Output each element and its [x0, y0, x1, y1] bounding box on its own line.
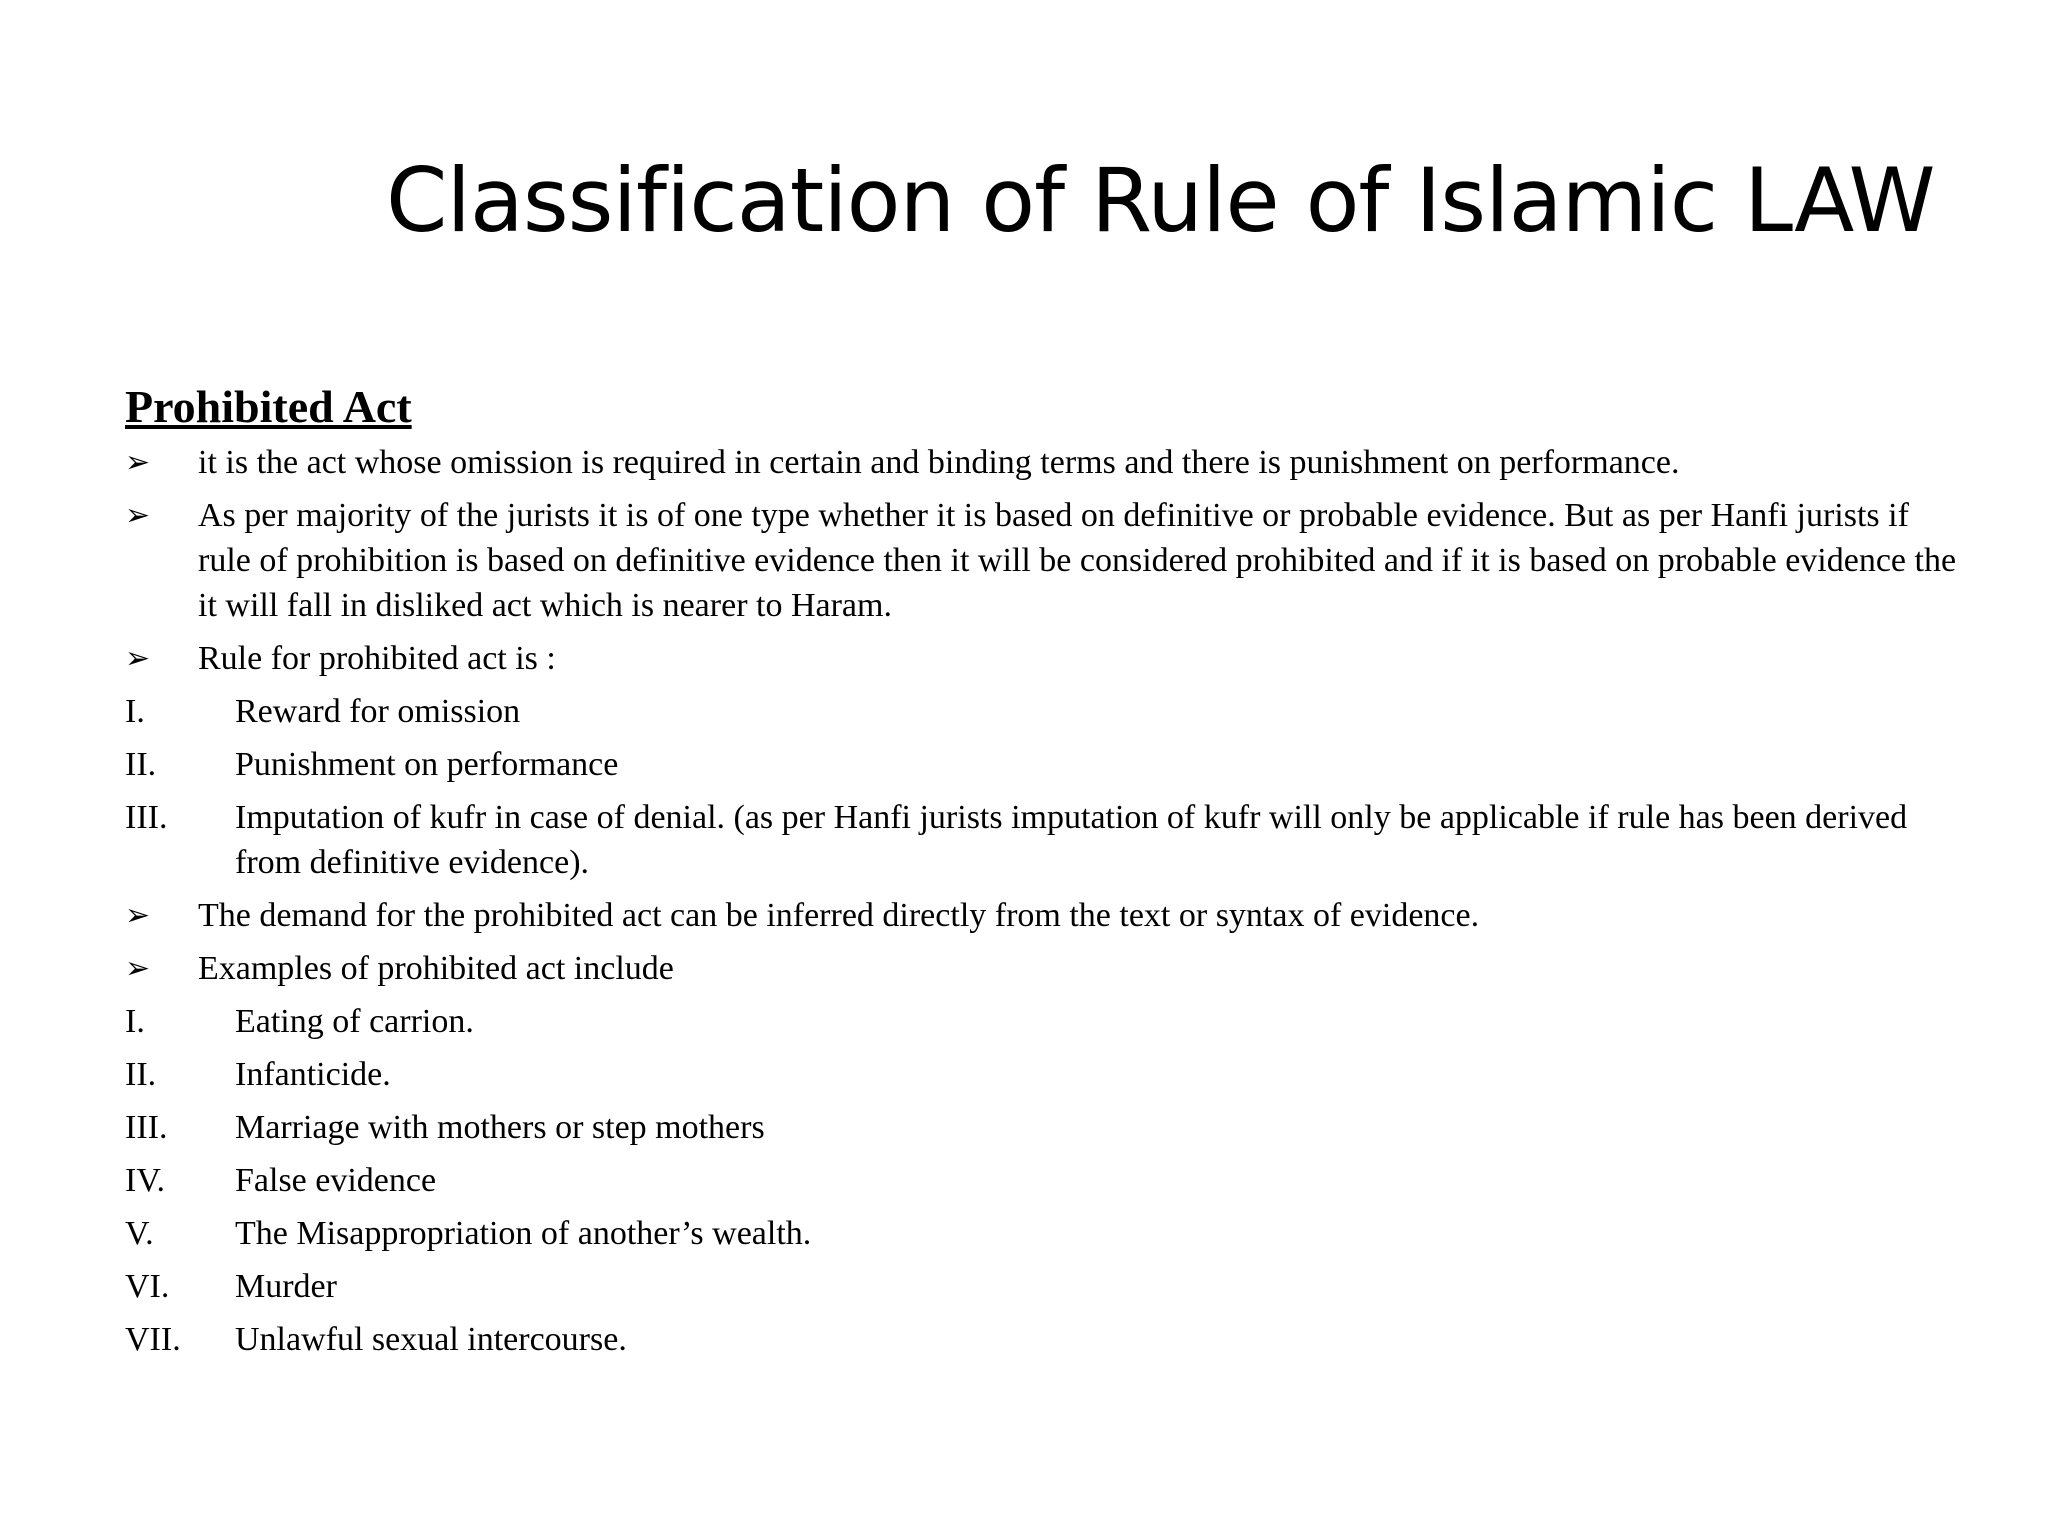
- bullet-item: [125, 946, 1965, 991]
- numbered-text: Eating of carrion.: [235, 1003, 474, 1040]
- bullet-item: [125, 893, 1965, 938]
- arrow-bullet-icon: ➢: [125, 642, 151, 675]
- roman-numeral: III.: [125, 799, 168, 836]
- arrow-bullet-icon: ➢: [125, 499, 151, 532]
- bullet-text: The demand for the prohibited act can be inferred directly from the text or syntax of evidence.: [198, 897, 1480, 934]
- numbered-item: [125, 1264, 1965, 1309]
- roman-numeral: II.: [125, 746, 157, 783]
- numbered-item: [125, 1158, 1965, 1203]
- slide-title: Classification of Rule of Islamic LAW: [386, 149, 1935, 252]
- roman-numeral: III.: [125, 1109, 168, 1146]
- roman-numeral: I.: [125, 1003, 145, 1040]
- roman-numeral: IV.: [125, 1162, 165, 1199]
- numbered-item: [125, 1052, 1965, 1097]
- numbered-item: [125, 999, 1965, 1044]
- numbered-text: Unlawful sexual intercourse.: [235, 1321, 627, 1358]
- arrow-bullet-icon: ➢: [125, 899, 151, 932]
- numbered-text: The Misappropriation of another’s wealth.: [235, 1215, 812, 1252]
- numbered-item: [125, 1105, 1965, 1150]
- numbered-text: Punishment on performance: [235, 746, 619, 783]
- numbered-text: Imputation of kufr in case of denial. (as per Hanfi jurists imputation of kufr will only be applicable if rule has been derived from definitive evidence).: [235, 799, 1908, 881]
- numbered-text: Marriage with mothers or step mothers: [235, 1109, 765, 1146]
- numbered-text: Murder: [235, 1268, 337, 1305]
- numbered-item: [125, 1211, 1965, 1256]
- roman-numeral: VII.: [125, 1321, 181, 1358]
- arrow-bullet-icon: ➢: [125, 952, 151, 985]
- numbered-item: [125, 742, 1965, 787]
- roman-numeral: I.: [125, 693, 145, 730]
- numbered-item: [125, 1317, 1965, 1362]
- numbered-text: False evidence: [235, 1162, 437, 1199]
- numbered-text: Reward for omission: [235, 693, 521, 730]
- arrow-bullet-icon: ➢: [125, 446, 151, 479]
- roman-numeral: VI.: [125, 1268, 170, 1305]
- roman-numeral: V.: [125, 1215, 154, 1252]
- bullet-text: it is the act whose omission is required in certain and binding terms and there is punishment on performance.: [198, 444, 1680, 481]
- numbered-item: [125, 689, 1965, 734]
- bullet-text: Rule for prohibited act is :: [198, 640, 556, 677]
- section-heading: Prohibited Act: [125, 381, 412, 432]
- bullet-text: As per majority of the jurists it is of one type whether it is based on definitive or probable evidence. But as per Hanfi jurists if rule of prohibition is based on definitive evidence then it will be considered prohibited and if it is based on probable evidence the it will fall in disliked act which is nearer to Haram.: [198, 497, 1957, 624]
- roman-numeral: II.: [125, 1056, 157, 1093]
- numbered-text: Infanticide.: [235, 1056, 391, 1093]
- bullet-item: [125, 440, 1965, 485]
- numbered-item: [125, 795, 1965, 885]
- bullet-item: [125, 636, 1965, 681]
- bullet-text: Examples of prohibited act include: [198, 950, 674, 987]
- slide-content: [125, 376, 1965, 1370]
- bullet-item: [125, 493, 1965, 628]
